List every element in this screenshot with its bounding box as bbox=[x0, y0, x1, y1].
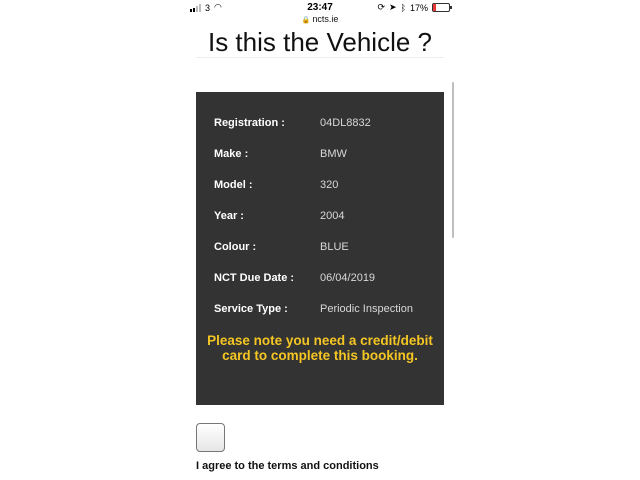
lock-icon: 🔒 bbox=[301, 17, 311, 24]
bluetooth-icon: ᛒ bbox=[400, 2, 406, 13]
orientation-lock-icon: ⟳ bbox=[377, 2, 386, 12]
registration-label: Registration : bbox=[214, 117, 285, 129]
detail-row-registration bbox=[214, 117, 434, 133]
nct-due-date-label: NCT Due Date : bbox=[214, 272, 295, 284]
model-value: 320 bbox=[320, 179, 339, 191]
nct-due-date-value: 06/04/2019 bbox=[320, 272, 376, 284]
detail-row-year bbox=[214, 210, 434, 226]
detail-row-model bbox=[214, 179, 434, 195]
status-right bbox=[377, 2, 450, 13]
vehicle-details-card bbox=[196, 92, 444, 405]
year-label: Year : bbox=[214, 210, 244, 222]
registration-value: 04DL8832 bbox=[320, 117, 371, 129]
detail-row-make bbox=[214, 148, 434, 164]
battery-percent: 17% bbox=[409, 2, 428, 13]
carrier-name: 3 bbox=[205, 2, 211, 13]
location-icon: ➤ bbox=[389, 2, 397, 12]
status-bar bbox=[184, 0, 456, 26]
status-time: 23:47 bbox=[307, 2, 333, 13]
address-bar[interactable] bbox=[184, 14, 456, 24]
battery-icon bbox=[432, 3, 450, 12]
wifi-icon: ◠ bbox=[214, 2, 222, 12]
url-text: ncts.ie bbox=[312, 14, 339, 24]
colour-label: Colour : bbox=[214, 241, 257, 253]
terms-label[interactable]: I agree to the terms and conditions bbox=[196, 460, 379, 472]
make-value: BMW bbox=[320, 148, 347, 160]
detail-row-nct-due-date bbox=[214, 272, 434, 288]
year-value: 2004 bbox=[320, 210, 345, 222]
make-label: Make : bbox=[214, 148, 249, 160]
scrollbar[interactable] bbox=[452, 82, 454, 238]
detail-row-service-type bbox=[214, 303, 434, 319]
service-type-value: Periodic Inspection bbox=[320, 303, 413, 315]
title-divider bbox=[196, 57, 444, 58]
page-title: Is this the Vehicle ? bbox=[207, 27, 433, 57]
service-type-label: Service Type : bbox=[214, 303, 288, 315]
detail-row-colour bbox=[214, 241, 434, 257]
payment-notice: Please note you need a credit/debit card to complete this booking. bbox=[207, 333, 433, 363]
battery-fill bbox=[433, 4, 436, 11]
model-label: Model : bbox=[214, 179, 253, 191]
colour-value: BLUE bbox=[320, 241, 349, 253]
terms-checkbox[interactable] bbox=[196, 423, 225, 452]
